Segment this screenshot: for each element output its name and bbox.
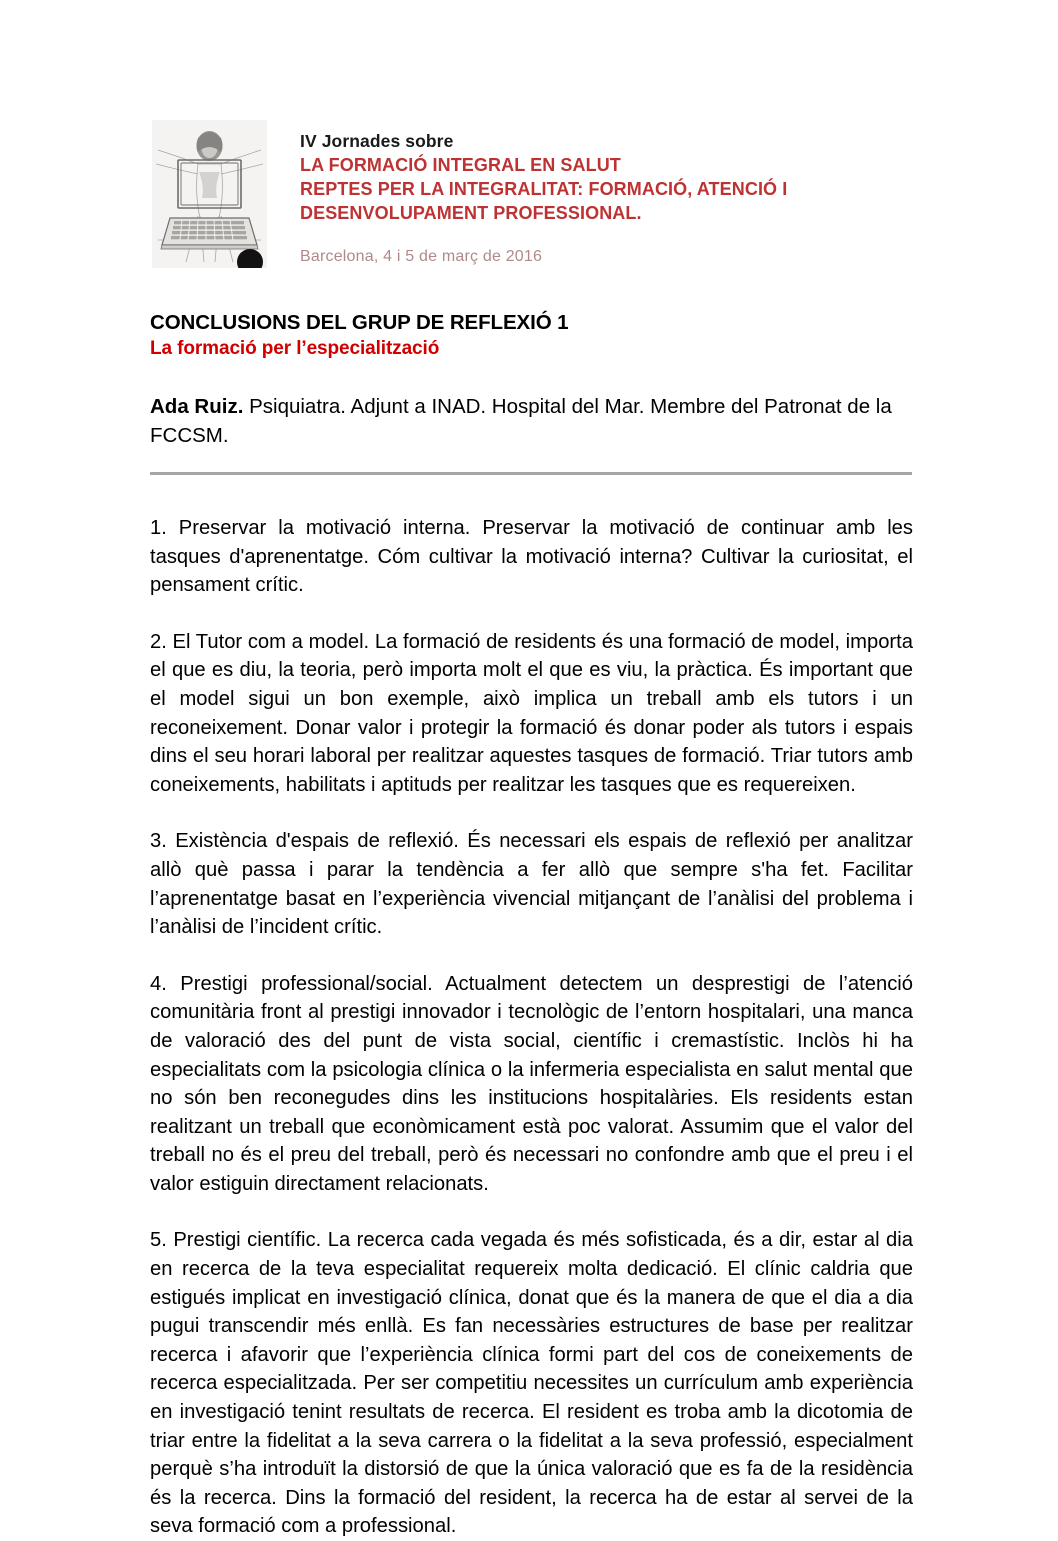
author-name: Ada Ruiz. (150, 395, 244, 418)
paragraph-4: 4. Prestigi professional/social. Actualment detectem un desprestigi de l’atenció comunitària front al prestigi innovador i tecnològic de l’entorn hospitalari, una manca de valoració des del punt de vista social, científic i cremastístic. Inclòs hi ha especialitats com la psicologia clínica o la infermeria especialista en salut mental que no són ben reconegudes dins les institucions hospitalàries. Els residents estan realitzant un treball que econòmicament està poc valorat. Assumim que el valor del treball no és el preu del treball, però és necessari no confondre amb que el preu i el valor estiguin directament relacionats. (150, 972, 913, 1195)
event-banner (152, 120, 912, 275)
page-subtitle: La formació per l’especialització (150, 338, 440, 359)
banner-line-3: REPTES PER LA INTEGRALITAT: FORMACIÓ, ATENCIÓ I (300, 179, 788, 199)
banner-line-1: IV Jornades sobre (300, 131, 454, 151)
page-title: CONCLUSIONS DEL GRUP DE REFLEXIÓ 1 (150, 311, 569, 334)
banner-line-2: LA FORMACIÓ INTEGRAL EN SALUT (300, 155, 621, 175)
vitruvian-man-laptop-icon (152, 120, 267, 268)
banner-date: Barcelona, 4 i 5 de març de 2016 (300, 248, 543, 265)
paragraph-5: 5. Prestigi científic. La recerca cada vegada és més sofisticada, és a dir, estar al dia en recerca de la teva especialitat requereix molta dedicació. El clínic caldria que estigués implicat en investigació clínica, donat que és la manera de que el dia a dia pugui transcendir més enllà. Es fan necessàries estructures de base per realitzar recerca i afavorir que l’experiència clínica formi part del cos de coneixements de recerca especialitzada. Per ser competitiu necessites un currículum amb experiència en investigació tenint resultats de recerca. El resident es troba amb la dicotomia de triar entre la fidelitat a la seva carrera o la fidelitat a la seva professió, especialment perquè s’ha introduït la distorsió de que la única valoració que es fa de la residència és la recerca. Dins la formació del resident, la recerca ha de estar al servei de la seva formació com a professional. (150, 1229, 913, 1538)
paragraph-1: 1. Preservar la motivació interna. Preservar la motivació de continuar amb les tasques d'aprenentatge. Cóm cultivar la motivació interna? Cultivar la curiositat, el pensament crític. (150, 517, 913, 597)
paragraph-3: 3. Existència d'espais de reflexió. És necessari els espais de reflexió per analitzar allò què passa i parar la tendència a fer allò que sempre s'ha fet. Facilitar l’aprenentatge basat en l’experiència vivencial mitjançant de l’anàlisi del problema i l’anàlisi de l’incident crític. (150, 830, 913, 939)
paragraph-2: 2. El Tutor com a model. La formació de residents és una formació de model, importa el que es diu, la teoria, però importa molt el que es viu, la pràctica. És important que el model sigui un bon exemple, això implica un treball amb els tutors i un reconeixement. Donar valor i protegir la formació és donar poder als tutors i espais dins el seu horari laboral per realitzar aquestes tasques de formació. Triar tutors amb coneixements, habilitats i aptituds per realitzar les tasques que es requereixen. (150, 630, 913, 796)
author-byline (150, 392, 912, 450)
header-divider (150, 472, 912, 475)
document-body (150, 514, 913, 1541)
banner-line-4: DESENVOLUPAMENT PROFESSIONAL. (300, 203, 642, 223)
author-details: Psiquiatra. Adjunt a INAD. Hospital del Mar. Membre del Patronat de la FCCSM. (150, 395, 892, 447)
banner-text-block (300, 130, 920, 267)
